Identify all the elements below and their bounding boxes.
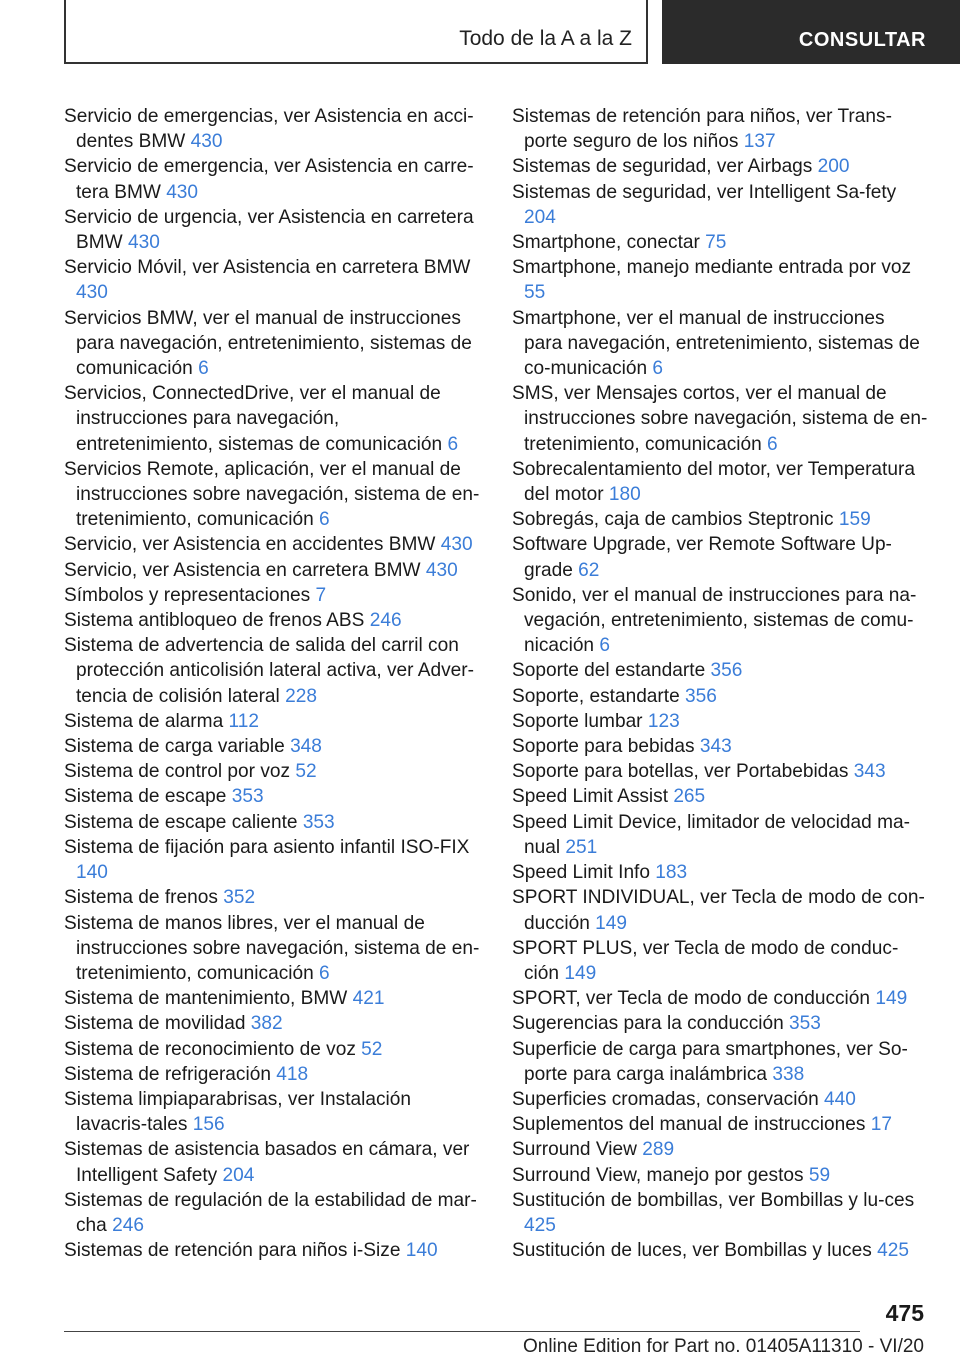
entry-text: Servicio Móvil, ver Asistencia en carretera BMW	[64, 257, 471, 279]
page-reference-link[interactable]: 418	[276, 1063, 309, 1085]
entry-text: Sistema de mantenimiento, BMW	[64, 988, 353, 1010]
page-reference-link[interactable]: 149	[875, 988, 908, 1010]
entry-text: Suplementos del manual de instrucciones	[512, 1114, 871, 1136]
footer-edition-text: Online Edition for Part no. 01405A11310 - VI/20	[522, 1336, 924, 1357]
index-entry	[512, 734, 928, 759]
index-entry	[512, 1087, 928, 1112]
page-reference-link[interactable]: 159	[838, 509, 871, 531]
page-reference-link[interactable]: 6	[319, 509, 330, 531]
page-reference-link[interactable]: 59	[808, 1164, 831, 1186]
page-reference-link[interactable]: 246	[112, 1214, 144, 1236]
chapter-tab	[662, 0, 960, 64]
page-reference-link[interactable]: 353	[789, 1013, 821, 1035]
entry-text: Sistemas de retención para niños i-Size	[64, 1240, 406, 1262]
index-entry	[512, 1163, 928, 1188]
index-entry	[64, 1137, 480, 1187]
page-reference-link[interactable]: 430	[425, 559, 458, 581]
index-entry	[512, 986, 928, 1011]
index-entry	[64, 784, 480, 809]
entry-text: Smartphone, ver el manual de instrucciones para navegación, entretenimiento, sistemas de co‐municación	[512, 307, 920, 380]
index-entry	[512, 306, 928, 382]
index-entry	[64, 810, 480, 835]
index-entry	[64, 457, 480, 533]
entry-text: SPORT PLUS, ver Tecla de modo de conduc‐ción	[512, 937, 899, 984]
section-title: Todo de la A a la Z	[459, 27, 632, 50]
page-reference-link[interactable]: 6	[319, 962, 330, 984]
index-column-right	[512, 104, 928, 1263]
page-reference-link[interactable]: 425	[524, 1214, 556, 1236]
entry-text: Soporte, estandarte	[512, 685, 686, 707]
entry-text: Servicio de urgencia, ver Asistencia en carretera BMW	[64, 206, 474, 254]
index-entry	[512, 180, 928, 230]
entry-text: Sistema de fijación para asiento infantil ISO‐FIX	[64, 836, 470, 858]
entry-text: Soporte para bebidas	[512, 736, 700, 758]
entry-text: Sistema de movilidad	[64, 1013, 251, 1035]
index-entry	[64, 885, 480, 910]
page-reference-link[interactable]: 6	[198, 358, 209, 380]
entry-text: Símbolos y representaciones	[64, 584, 316, 606]
index-entry	[512, 1137, 928, 1162]
entry-text: Soporte lumbar	[512, 710, 648, 732]
entry-text: Servicios, ConnectedDrive, ver el manual de instrucciones para navegación, entretenimiento, sistemas de comunicación	[64, 383, 448, 455]
entry-text: Servicio, ver Asistencia en accidentes BMW	[64, 534, 441, 556]
index-entry	[64, 734, 480, 759]
index-entry	[512, 532, 928, 582]
index-entry	[64, 1011, 480, 1036]
entry-text: Sobrecalentamiento del motor, ver Temperatura del motor	[512, 458, 915, 506]
page-reference-link[interactable]: 382	[250, 1013, 283, 1035]
page-header	[64, 0, 960, 66]
index-entry	[64, 205, 480, 255]
page-reference-link[interactable]: 353	[231, 786, 264, 808]
entry-text: Sistema de alarma	[64, 710, 229, 732]
index-entry	[512, 1238, 928, 1263]
entry-text: Sistemas de seguridad, ver Airbags	[512, 156, 818, 178]
page-reference-link[interactable]: 183	[655, 862, 688, 884]
index-entry	[64, 633, 480, 709]
page-reference-link[interactable]: 6	[447, 433, 459, 455]
chapter-title: CONSULTAR	[798, 29, 926, 51]
index-entry	[512, 759, 928, 784]
page-reference-link[interactable]: 52	[361, 1038, 383, 1060]
page-reference-link[interactable]: 7	[315, 584, 327, 606]
page-reference-link[interactable]: 356	[685, 685, 717, 707]
page-reference-link[interactable]: 289	[642, 1139, 675, 1161]
page-reference-link[interactable]: 200	[817, 156, 850, 178]
entry-text: SPORT INDIVIDUAL, ver Tecla de modo de con‐ducción	[512, 887, 925, 934]
page-reference-link[interactable]: 204	[524, 206, 556, 228]
index-entry	[512, 810, 928, 860]
page-reference-link[interactable]: 6	[599, 635, 610, 657]
entry-text: SMS, ver Mensajes cortos, ver el manual de instrucciones sobre navegación, sistema de en‐tretenimiento, comunicación	[512, 383, 928, 455]
entry-text: Servicios Remote, aplicación, ver el manual de instrucciones sobre navegación, sistema de en‐tretenimiento, comunicación	[64, 458, 480, 531]
index-entry	[64, 558, 480, 583]
entry-text: Speed Limit Assist	[512, 786, 674, 808]
index-entry	[512, 583, 928, 659]
index-entry	[64, 1037, 480, 1062]
index-entry	[512, 1037, 928, 1087]
page-reference-link[interactable]: 251	[565, 836, 598, 858]
index-entry	[512, 457, 928, 507]
index-entry	[512, 784, 928, 809]
index-entry	[512, 507, 928, 532]
index-entry	[64, 1238, 480, 1263]
index-entry	[64, 608, 480, 633]
page-reference-link[interactable]: 180	[608, 484, 641, 506]
index-column-left	[64, 104, 480, 1263]
page-reference-link[interactable]: 421	[352, 988, 385, 1010]
index-entry	[512, 1188, 928, 1238]
page-reference-link[interactable]: 140	[405, 1240, 438, 1262]
page-reference-link[interactable]: 123	[647, 710, 680, 732]
index-entry	[64, 104, 480, 154]
page-reference-link[interactable]: 430	[166, 181, 199, 203]
page-reference-link[interactable]: 353	[302, 811, 335, 833]
page-reference-link[interactable]: 338	[772, 1063, 805, 1085]
index-entry	[64, 154, 480, 204]
entry-text: Software Upgrade, ver Remote Software Up‐grade	[512, 534, 892, 581]
entry-text: Servicio, ver Asistencia en carretera BMW	[64, 559, 426, 581]
entry-text: Sistema de refrigeración	[64, 1063, 277, 1085]
entry-text: Sustitución de bombillas, ver Bombillas y lu‐ces	[512, 1189, 915, 1211]
index-entry	[512, 1112, 928, 1137]
page-reference-link[interactable]: 343	[853, 761, 886, 783]
index-entry	[64, 759, 480, 784]
entry-text: Superficie de carga para smartphones, ver So‐porte para carga inalámbrica	[512, 1038, 908, 1085]
index-entry	[512, 154, 928, 179]
page-reference-link[interactable]: 55	[524, 282, 546, 304]
page-reference-link[interactable]: 348	[290, 736, 322, 758]
entry-text: Sistema limpiaparabrisas, ver Instalación lavacris‐tales	[64, 1088, 412, 1136]
page-reference-link[interactable]: 430	[76, 282, 108, 304]
entry-text: Speed Limit Info	[512, 862, 656, 884]
entry-text: Sistema de manos libres, ver el manual de instrucciones sobre navegación, sistema de en‐tretenimiento, comunicación	[64, 912, 480, 984]
entry-text: SPORT, ver Tecla de modo de conducción	[512, 988, 876, 1010]
footer-divider	[64, 1331, 860, 1332]
entry-text: Smartphone, conectar	[512, 232, 706, 254]
page-reference-link[interactable]: 6	[652, 358, 664, 380]
entry-text: Servicio de emergencias, ver Asistencia en acci‐dentes BMW	[64, 106, 474, 153]
index-entry	[64, 1087, 480, 1137]
index-entry	[512, 255, 928, 305]
index-entry	[512, 381, 928, 457]
entry-text: Sistema de advertencia de salida del carril con protección anticolisión lateral activa, ver Adver‐tencia de colisión lateral	[64, 635, 474, 707]
entry-text: Sistemas de seguridad, ver Intelligent Sa‐fety	[512, 181, 897, 203]
entry-text: Soporte para botellas, ver Portabebidas	[512, 761, 854, 783]
entry-text: Sistemas de asistencia basados en cámara, ver Intelligent Safety	[64, 1139, 470, 1186]
entry-text: Sistema de escape caliente	[64, 811, 303, 833]
page-reference-link[interactable]: 156	[192, 1114, 225, 1136]
page-reference-link[interactable]: 228	[285, 685, 317, 707]
page-reference-link[interactable]: 425	[877, 1240, 909, 1262]
entry-text: Sobregás, caja de cambios Steptronic	[512, 509, 839, 531]
page-reference-link[interactable]: 440	[824, 1088, 856, 1110]
index-entry	[64, 911, 480, 987]
index-entry	[64, 583, 480, 608]
entry-text: Sugerencias para la conducción	[512, 1013, 790, 1035]
entry-text: Surround View	[512, 1139, 643, 1161]
page-reference-link[interactable]: 430	[440, 534, 473, 556]
page-reference-link[interactable]: 112	[228, 710, 259, 732]
index-entry	[512, 684, 928, 709]
index-entry	[512, 658, 928, 683]
entry-text: Sistema de reconocimiento de voz	[64, 1038, 362, 1060]
entry-text: Servicios BMW, ver el manual de instrucciones para navegación, entretenimiento, sistemas de comunicación	[64, 307, 472, 380]
entry-text: Sistema de control por voz	[64, 761, 296, 783]
page-reference-link[interactable]: 265	[673, 786, 706, 808]
entry-text: Sistema de frenos	[64, 887, 224, 909]
page-reference-link[interactable]: 52	[295, 761, 317, 783]
page-reference-link[interactable]: 343	[699, 736, 732, 758]
page-reference-link[interactable]: 356	[710, 660, 743, 682]
index-entry	[512, 936, 928, 986]
entry-text: Speed Limit Device, limitador de velocidad ma‐nual	[512, 811, 910, 858]
page-reference-link[interactable]: 6	[767, 433, 778, 455]
index-entry	[512, 709, 928, 734]
page-reference-link[interactable]: 204	[222, 1164, 255, 1186]
index-entry	[512, 104, 928, 154]
page-reference-link[interactable]: 75	[705, 232, 727, 254]
index-entry	[512, 1011, 928, 1036]
index-entry	[64, 709, 480, 734]
index-entry	[64, 1062, 480, 1087]
entry-text: Sustitución de luces, ver Bombillas y luces	[512, 1240, 878, 1262]
page-reference-link[interactable]: 149	[595, 912, 627, 934]
index-entry	[64, 255, 480, 305]
page-reference-link[interactable]: 137	[743, 131, 776, 153]
index-entry	[64, 306, 480, 382]
page-reference-link[interactable]: 246	[369, 610, 402, 632]
page-reference-link[interactable]: 149	[564, 962, 597, 984]
entry-text: Servicio de emergencia, ver Asistencia en carre‐tera BMW	[64, 156, 474, 203]
entry-text: Sistema antibloqueo de frenos ABS	[64, 610, 370, 632]
entry-text: Sistema de carga variable	[64, 736, 291, 758]
entry-text: Sonido, ver el manual de instrucciones para na‐vegación, entretenimiento, sistemas de comu‐nicación	[512, 584, 917, 657]
entry-text: Surround View, manejo por gestos	[512, 1164, 809, 1186]
entry-text: Sistemas de retención para niños, ver Trans‐porte seguro de los niños	[512, 106, 892, 153]
index-entry	[64, 381, 480, 457]
section-tab	[64, 0, 648, 64]
entry-text: Sistemas de regulación de la estabilidad de mar‐cha	[64, 1189, 477, 1236]
index-entry	[512, 885, 928, 935]
entry-text: Soporte del estandarte	[512, 660, 711, 682]
page-reference-link[interactable]: 17	[870, 1114, 892, 1136]
page-reference-link[interactable]: 140	[76, 862, 108, 884]
index-entry	[512, 230, 928, 255]
entry-text: Smartphone, manejo mediante entrada por voz	[512, 257, 912, 279]
index-entry	[64, 986, 480, 1011]
page-number: 475	[885, 1300, 924, 1326]
entry-text: Superficies cromadas, conservación	[512, 1088, 825, 1110]
index-entry	[64, 1188, 480, 1238]
index-entry	[64, 532, 480, 557]
entry-text: Sistema de escape	[64, 786, 232, 808]
page-reference-link[interactable]: 62	[578, 559, 600, 581]
index-entry	[64, 835, 480, 885]
page-reference-link[interactable]: 352	[223, 887, 256, 909]
index-entry	[512, 860, 928, 885]
page-reference-link[interactable]: 430	[127, 232, 160, 254]
page-reference-link[interactable]: 430	[190, 131, 223, 153]
